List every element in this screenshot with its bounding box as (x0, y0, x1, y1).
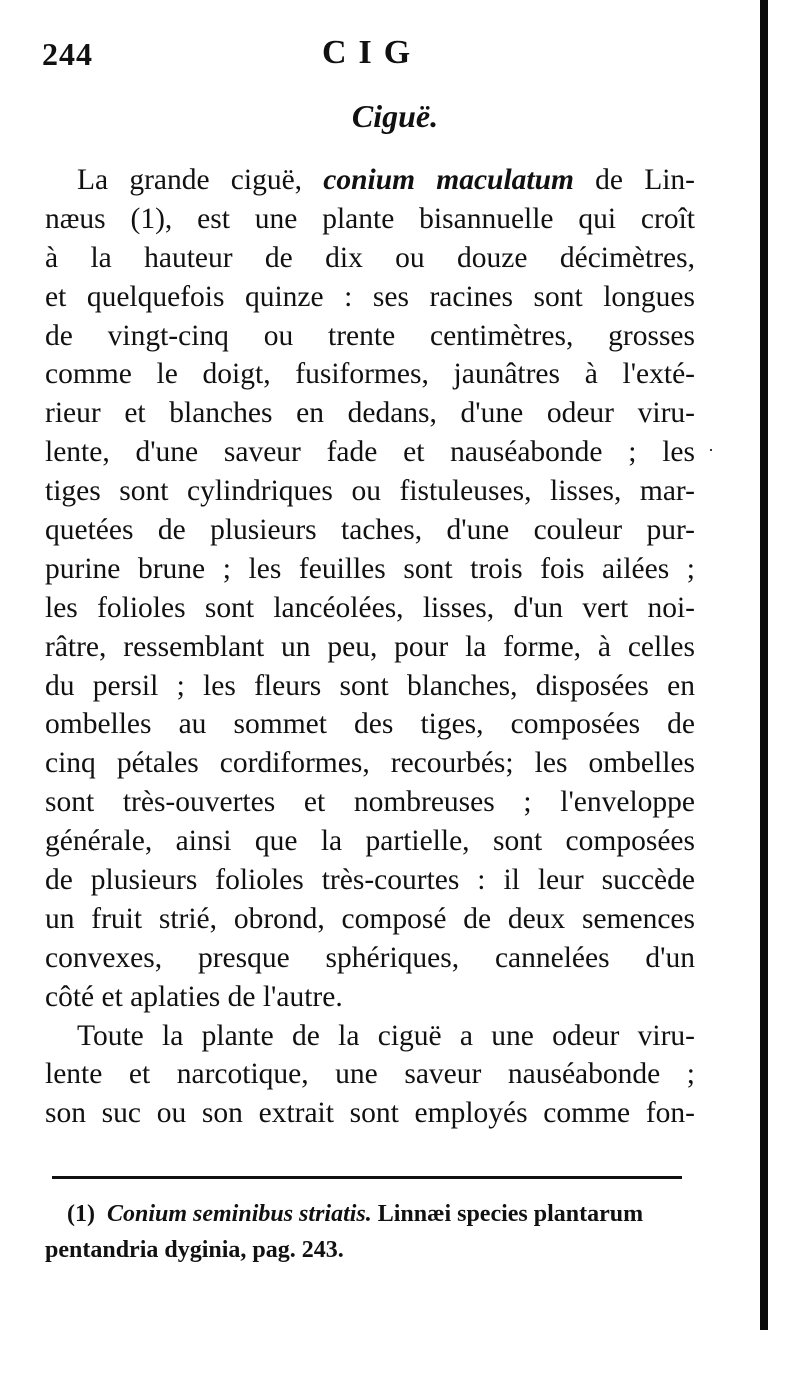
ink-speck: · (708, 440, 714, 460)
footnote-line: pentandria dyginia, pag. 243. (45, 1237, 344, 1263)
text-line: générale, ainsi que la partielle, sont composées (45, 825, 695, 858)
text-line: convexes, presque sphériques, cannelées d'un (45, 941, 695, 974)
text-line: râtre, ressemblant un peu, pour la forme, à celles (45, 630, 695, 663)
text-line: du persil ; les fleurs sont blanches, disposées en (45, 669, 695, 702)
footnote-line (45, 1196, 693, 1232)
running-head: CIG (322, 34, 423, 71)
body-text (45, 161, 695, 1133)
footnote-divider (52, 1176, 682, 1179)
text-line: côté et aplaties de l'autre. (45, 980, 343, 1013)
section-title: Ciguë. (351, 98, 439, 134)
text-line: à la hauteur de dix ou douze décimètres, (45, 241, 695, 274)
page-edge-shadow (760, 0, 768, 1330)
text-line: de plusieurs folioles très-courtes : il leur succède (45, 864, 695, 897)
text-line: ombelles au sommet des tiges, composées de (45, 708, 695, 741)
text-line: Toute la plante de la ciguë a une odeur viru- (77, 1019, 695, 1052)
page-number: 244 (42, 36, 93, 72)
text-line: cinq pétales cordiformes, recourbés; les ombelles (45, 747, 695, 780)
text-line: lente, d'une saveur fade et nauséabonde ; les (45, 436, 695, 469)
text-line: quetées de plusieurs taches, d'une couleur pur- (45, 514, 695, 547)
text-line: les folioles sont lancéolées, lisses, d'un vert noi- (45, 591, 695, 624)
footnote (45, 1196, 693, 1268)
latin-name: conium maculatum (323, 164, 574, 196)
text-line: lente et narcotique, une saveur nauséabonde ; (45, 1058, 695, 1091)
footnote-mark: (1) (67, 1201, 95, 1227)
footnote-species-name: Conium seminibus striatis. (106, 1201, 372, 1227)
text-line: et quelquefois quinze : ses racines sont longues (45, 280, 695, 313)
footnote-source: Linnæi species plantarum (377, 1201, 644, 1227)
text-line: tiges sont cylindriques ou fistuleuses, lisses, mar- (45, 475, 695, 508)
text-line: de vingt-cinq ou trente centimètres, grosses (45, 319, 695, 352)
text-line: comme le doigt, fusiformes, jaunâtres à l'exté- (45, 358, 695, 391)
text-line: purine brune ; les feuilles sont trois fois ailées ; (45, 552, 695, 585)
text-line: un fruit strié, obrond, composé de deux semences (45, 902, 695, 935)
text-line: La grande ciguë, conium maculatum de Lin- (77, 164, 695, 196)
text-line: næus (1), est une plante bisannuelle qui croît (45, 202, 695, 235)
text-line: son suc ou son extrait sont employés comme fon- (45, 1097, 695, 1130)
text-line: rieur et blanches en dedans, d'une odeur viru- (45, 397, 695, 430)
text-line: sont très-ouvertes et nombreuses ; l'enveloppe (45, 786, 695, 819)
